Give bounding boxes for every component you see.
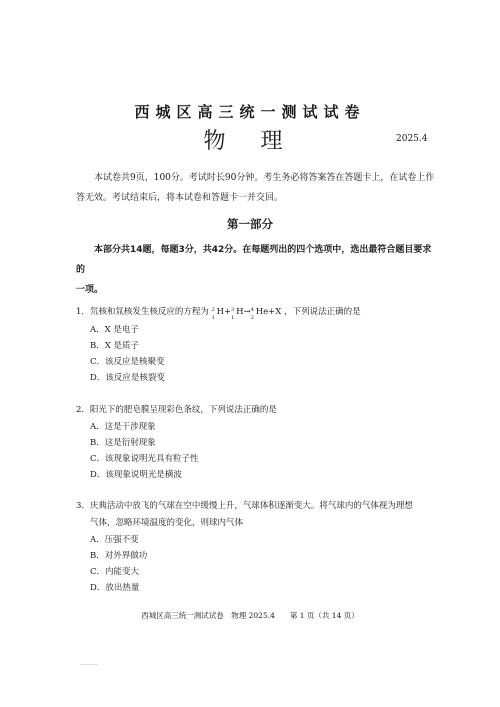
q2-option-d: D．该现象说明光是横波 [90, 470, 182, 480]
q3-option-d: D．放出热量 [90, 583, 140, 593]
q1-option-b: B．X 是质子 [90, 341, 139, 351]
question-3-stem [76, 498, 441, 532]
q1-stem-after: ，下列说法正确的是 [284, 307, 361, 317]
part-heading: 第一部分 [227, 217, 273, 231]
q3-option-b: B．对外界做功 [90, 551, 148, 561]
instruction-line-1: 本部分共14题，每题3分，共42分。在每题列出的四个选项中，选出最符合题目要求的 [76, 245, 432, 275]
q3-stem-line-1: 3．庆典活动中放飞的气球在空中缓慢上升，气球体积逐渐变大。将气球内的气体视为理想 [76, 501, 413, 511]
q1-option-c: C．该反应是核聚变 [90, 357, 165, 367]
q3-stem-line-2: 气体，忽略环境温度的变化，则球内气体 [90, 518, 244, 528]
q1-option-a: A．X 是电子 [90, 325, 139, 335]
subject-title: 物 理 [203, 129, 297, 154]
question-1-stem [76, 304, 441, 321]
instruction-line-2: 一项。 [76, 285, 104, 295]
q3-option-a: A．压强不变 [90, 535, 139, 545]
q1-stem-before: 1．氘核和氚核发生核反应的方程为 [76, 307, 209, 317]
exam-notes [76, 168, 436, 208]
q2-option-a: A．这是干涉现象 [90, 422, 156, 432]
nuclear-equation: 2 1 H+ 3 1 H→ 4 2 He+X [211, 307, 285, 321]
q2-option-b: B．这是衍射现象 [90, 438, 156, 448]
q2-option-c: C．该现象说明光具有粒子性 [90, 454, 199, 464]
notes-line-1: 本试卷共9页，100分。考试时长90分钟。考生务必将答案答在答题卡上，在试卷上作 [94, 173, 435, 183]
question-2-stem: 2．阳光下的肥皂膜呈现彩色条纹，下列说法正确的是 [76, 405, 277, 415]
exam-title: 西城区高三统一测试试卷 [134, 103, 366, 121]
scan-mark [80, 664, 98, 665]
q3-option-c: C．内能变大 [90, 567, 140, 577]
exam-date: 2025.4 [396, 134, 428, 144]
q1-option-d: D．该反应是核裂变 [90, 373, 165, 383]
notes-line-2: 答无效。考试结束后，将本试卷和答题卡一并交回。 [76, 193, 284, 203]
page-footer: 西城区高三统一测试试卷 物理 2025.4 第 1 页（共 14 页） [141, 611, 359, 620]
part-instruction [76, 240, 436, 300]
